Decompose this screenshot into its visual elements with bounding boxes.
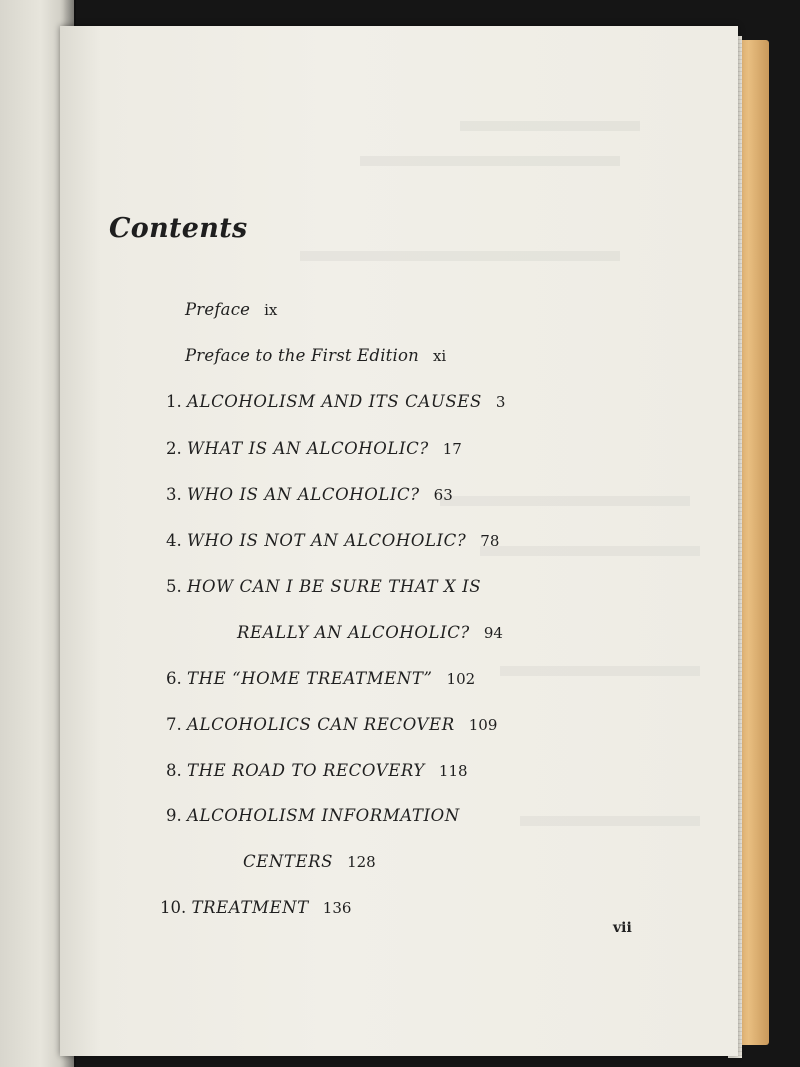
toc-entry-chapter-4[interactable] <box>166 531 499 550</box>
entry-page: 3 <box>495 393 506 411</box>
entry-title: Preface <box>185 300 251 319</box>
entry-title: ALCOHOLISM INFORMATION <box>187 806 460 825</box>
entry-title: ALCOHOLISM AND ITS CAUSES <box>187 392 482 411</box>
show-through-texture <box>480 546 700 556</box>
toc-entry-chapter-6[interactable] <box>166 669 475 688</box>
entry-title: WHAT IS AN ALCOHOLIC? <box>187 439 429 458</box>
entry-page: 102 <box>446 670 476 688</box>
toc-entry-chapter-3[interactable] <box>166 485 453 504</box>
entry-page: 128 <box>347 853 376 871</box>
entry-page: ix <box>264 301 278 319</box>
entry-title: ALCOHOLICS CAN RECOVER <box>187 715 455 734</box>
toc-entry-chapter-5[interactable] <box>166 577 481 596</box>
entry-page: 94 <box>483 624 503 642</box>
toc-entry-chapter-7[interactable] <box>166 715 497 734</box>
entry-title: THE ROAD TO RECOVERY <box>187 761 425 780</box>
chapter-number: 2. <box>166 439 182 458</box>
entry-page: 118 <box>438 762 468 780</box>
chapter-number: 6. <box>166 669 182 688</box>
entry-title: Preface to the First Edition <box>185 346 419 365</box>
show-through-texture <box>520 816 700 826</box>
entry-page: 63 <box>433 486 453 504</box>
entry-page: 78 <box>480 532 500 550</box>
show-through-texture <box>460 121 640 131</box>
entry-page: xi <box>432 347 447 365</box>
chapter-number: 1. <box>166 392 182 411</box>
entry-page: 17 <box>442 440 462 458</box>
toc-entry-preface[interactable] <box>185 300 277 319</box>
show-through-texture <box>440 496 690 506</box>
page-title: Contents <box>109 213 248 244</box>
entry-page: 109 <box>468 716 498 734</box>
toc-entry-chapter-9-continued[interactable] <box>243 852 376 871</box>
chapter-number: 7. <box>166 715 182 734</box>
chapter-number: 3. <box>166 485 182 504</box>
toc-entry-chapter-5-continued[interactable] <box>237 623 503 642</box>
show-through-texture <box>500 666 700 676</box>
entry-title: WHO IS NOT AN ALCOHOLIC? <box>187 531 467 550</box>
show-through-texture <box>300 251 620 261</box>
toc-entry-chapter-9[interactable] <box>166 806 460 825</box>
chapter-number: 9. <box>166 806 182 825</box>
toc-entry-chapter-8[interactable] <box>166 761 468 780</box>
chapter-number: 8. <box>166 761 182 780</box>
toc-entry-chapter-10[interactable] <box>160 898 351 917</box>
entry-title: HOW CAN I BE SURE THAT X IS <box>187 577 482 596</box>
show-through-texture <box>360 156 620 166</box>
chapter-number: 4. <box>166 531 182 550</box>
entry-title-continued: CENTERS <box>243 852 334 871</box>
page-number: vii <box>613 920 632 936</box>
chapter-number: 10. <box>160 898 187 917</box>
entry-title: WHO IS AN ALCOHOLIC? <box>187 485 420 504</box>
entry-title: TREATMENT <box>191 898 309 917</box>
entry-title: THE “HOME TREATMENT” <box>187 669 433 688</box>
toc-entry-chapter-2[interactable] <box>166 439 462 458</box>
entry-title-continued: REALLY AN ALCOHOLIC? <box>237 623 470 642</box>
toc-entry-chapter-1[interactable] <box>166 392 505 411</box>
toc-entry-preface-first-edition[interactable] <box>185 346 446 365</box>
entry-page: 136 <box>322 899 352 917</box>
chapter-number: 5. <box>166 577 182 596</box>
